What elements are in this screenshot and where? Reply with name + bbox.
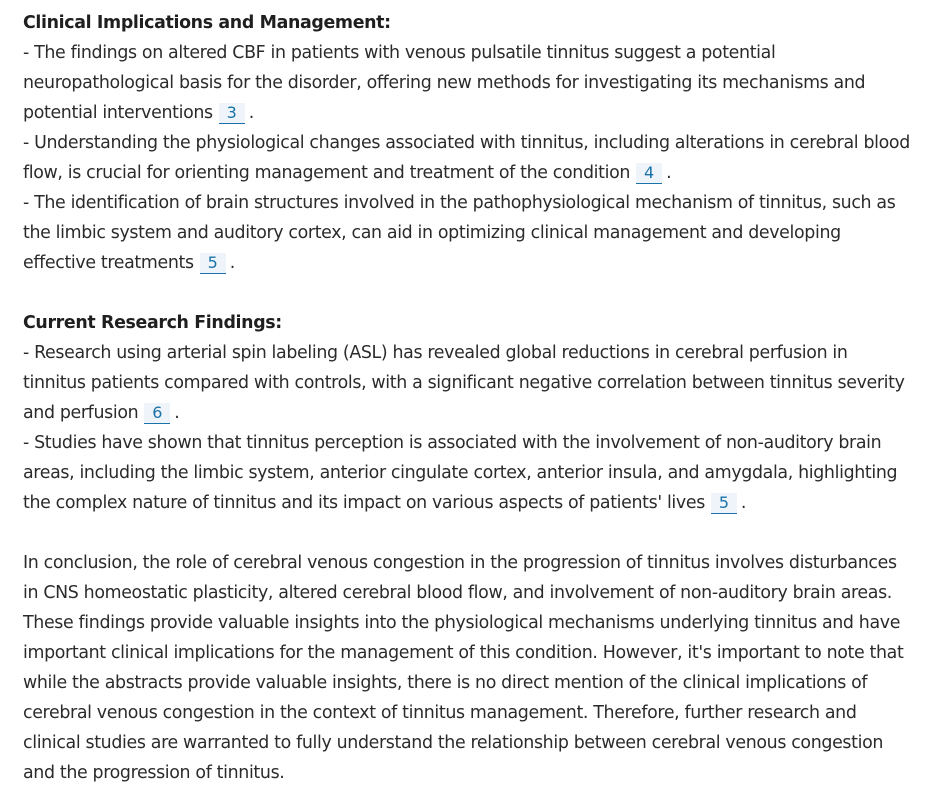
item-end: . [666, 163, 672, 183]
item-text: - Understanding the physiological changes associated with tinnitus, including alterations in cerebral blood flow, is crucial for orienting management and treatment of the condition [23, 133, 910, 183]
citation-link[interactable]: 6 [144, 403, 170, 424]
item-text: - Research using arterial spin labeling (ASL) has revealed global reductions in cerebral perfusion in tinnitus patients compared with controls, with a significant negative correlation between tinnitus severity and perfusion [23, 343, 905, 423]
item-text: - The findings on altered CBF in patients with venous pulsatile tinnitus suggest a potential neuropathological basis for the disorder, offering new methods for investigating its mechanisms and potential interventions [23, 43, 866, 123]
section-heading: Clinical Implications and Management: [23, 13, 391, 33]
list-item [23, 428, 915, 518]
paragraph-gap [23, 518, 915, 548]
section-clinical-implications [23, 8, 915, 278]
item-end: . [229, 253, 235, 273]
citation-link[interactable]: 4 [636, 163, 662, 184]
citation-link[interactable]: 5 [711, 493, 737, 514]
citation-link[interactable]: 5 [200, 253, 226, 274]
list-item [23, 188, 915, 278]
citation-link[interactable]: 3 [219, 103, 245, 124]
list-item [23, 338, 915, 428]
conclusion-paragraph: In conclusion, the role of cerebral venous congestion in the progression of tinnitus involves disturbances in CNS homeostatic plasticity, altered cerebral blood flow, and involvement of non-auditory brain areas. These findings provide valuable insights into the physiological mechanisms underlying tinnitus and have important clinical implications for the management of this condition. However, it's important to note that while the abstracts provide valuable insights, there is no direct mention of the clinical implications of cerebral venous congestion in the context of tinnitus management. Therefore, further research and clinical studies are warranted to fully understand the relationship between cerebral venous congestion and the progression of tinnitus. [23, 553, 904, 783]
item-text: - The identification of brain structures involved in the pathophysiological mechanism of tinnitus, such as the limbic system and auditory cortex, can aid in optimizing clinical management and developing effective treatments [23, 193, 896, 273]
item-end: . [740, 493, 747, 513]
section-current-research [23, 308, 915, 518]
item-end: . [248, 103, 254, 123]
list-item [23, 38, 915, 128]
section-heading: Current Research Findings: [23, 313, 282, 333]
item-text: - Studies have shown that tinnitus perception is associated with the involvement of non-auditory brain areas, including the limbic system, anterior cingulate cortex, anterior insula, and amygdala, highlighting the complex nature of tinnitus and its impact on various aspects of patients' lives [23, 433, 898, 513]
paragraph-gap [23, 278, 915, 308]
item-end: . [174, 403, 180, 423]
list-item [23, 128, 915, 188]
